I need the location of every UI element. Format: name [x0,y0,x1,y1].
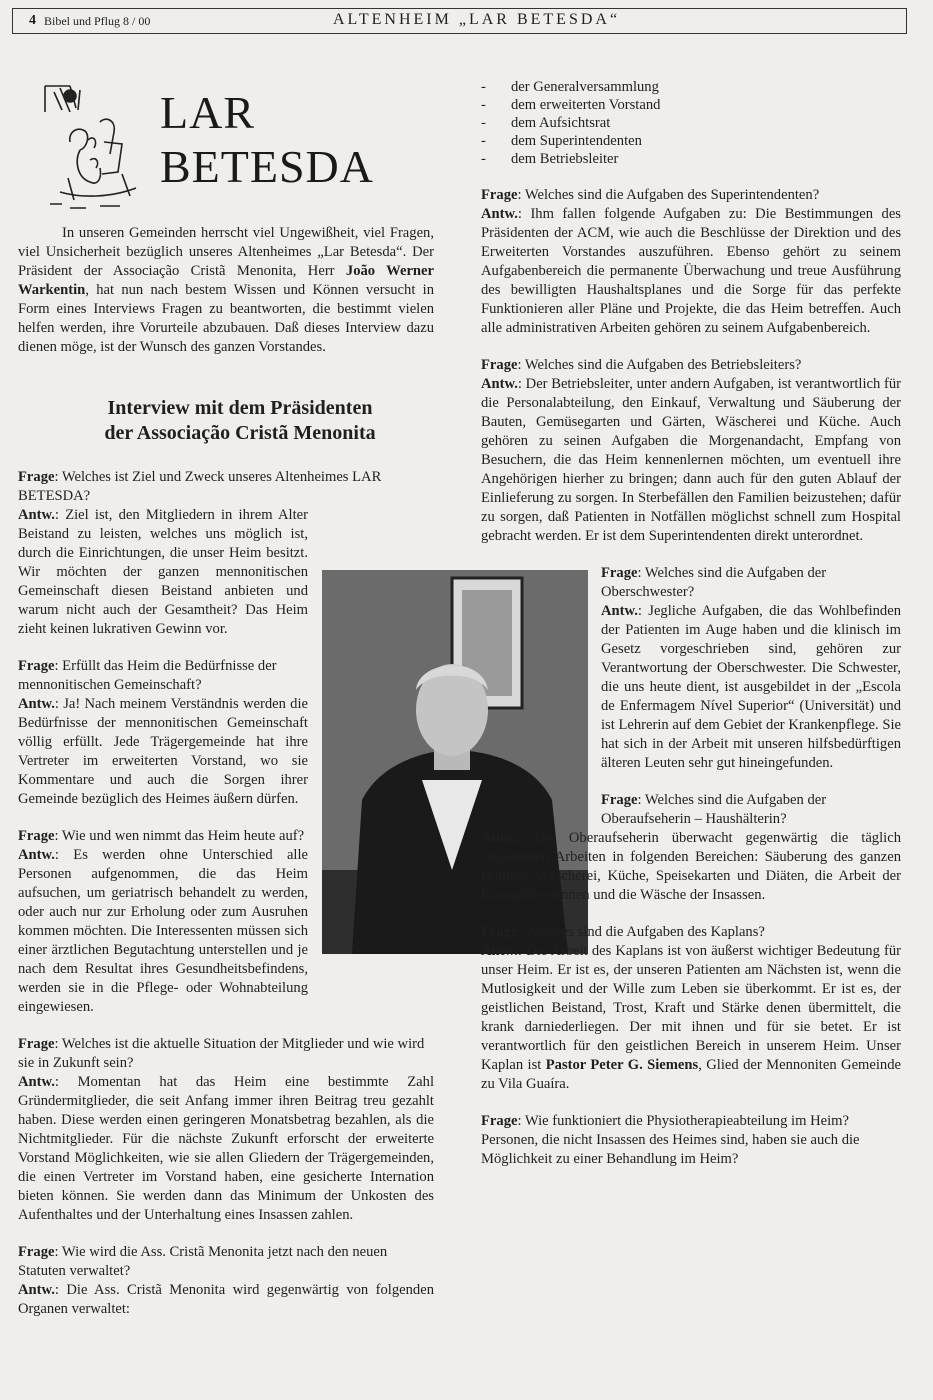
qa-block: Frage: Welches sind die Aufgaben des Kaplans? Antw.: Die Arbeit des Kaplans ist von äußerst wichtiger Bedeutung für unser Heim. Er ist es, der unseren Patienten am Nächsten ist, wenn die Mutlosigkeit und der Wille zum Leben sie überkommt. Er ist es, der geistlichen Beistand, Trost, Kraft und Stärke denen übermittelt, die krank darniederliegen. Der mit ihnen und für sie betet. Er ist verantwortlich für den geistlichen Bereich in unserem Heim. Unser Kaplan ist Pastor Peter G. Siemens, Glied der Mennoniten Gemeinde zu Vila Guaíra. [481,924,902,1092]
list-item: - dem erweiterten Vorstand [481,96,901,114]
qa-block: Frage: Wie und wen nimmt das Heim heute auf? Antw.: Es werden ohne Unterschied alle Personen aufgenommen, die das Heim aufsuchen, um geriatrisch behandelt zu werden, oder auch nur zur Erholung oder zum Ausruhen kommen möchten. Die Interessenten müssen sich einer ärztlichen Begutachtung unterstellen und je nach dem Resultat ihres Gesundheitsbefindens, werden sie in die Pflege- oder Wohnabteilung eingewiesen. [18,828,309,1015]
intro-paragraph: In unseren Gemeinden herrscht viel Ungewißheit, viel Fragen, viel Unsicherheit bezüglich unseres Altenheimes „Lar Betesda“. Der Präsident der Associação Cristã Menonita, Herr João Werner Warkentin, hat nun nach bestem Wissen und Können versucht in Form eines Interviews Fragen zu beantworten, die bestimmt vielen helfen werden, ihre Vorurteile abzubauen. Daß dieses Interview dazu dienen möge, ist der Wunsch des ganzen Vorstandes. [18,225,434,355]
qa-block: Frage: Welches ist die aktuelle Situation der Mitglieder und wie wird sie in Zukunft sein? Antw.: Momentan hat das Heim eine bestimmte Zahl Gründermitglieder, die seit Anfang immer ihren Beitrag treu gezahlt haben. Diese werden einen geringeren Monatsbetrag bezahlen, als die Nichtmitglieder. Für die nächste Zukunft erforscht der erweiterte Vorstand Möglichkeiten, wie sie allen Gliedern der Trägergemeinden, die einen Vertreter im Vorstand haben, eine gesicherte Internation bieten können. Sie werden dann das Minimum der Unkosten des Aufenthaltes und der Unterhaltung eines Insassen zahlen. [18,1036,435,1223]
title-line-1: LAR [160,87,255,138]
list-item: - der Generalversammlung [481,78,901,96]
lar-betesda-logo-icon [40,82,150,217]
list-item: - dem Betriebsleiter [481,150,901,168]
qa-block: Frage: Wie wird die Ass. Cristã Menonita jetzt nach den neuen Statuten verwaltet? Antw.: Die Ass. Cristã Menonita wird gegenwärtig von folgenden Organen verwaltet: [18,1244,434,1317]
organs-list [481,78,901,168]
list-item: - dem Aufsichtsrat [481,114,901,132]
right-column [481,78,901,1187]
list-item: - dem Superintendenten [481,132,901,150]
page-number: 4 [29,13,36,28]
president-name: João Werner Warkentin [18,263,434,298]
qa-block: Frage: Welches sind die Aufgaben des Superintendenten? Antw.: Ihm fallen folgende Aufgaben zu: Die Bestimmungen des Präsidenten der ACM, wie auch die Beschlüsse der Direktion und des Erweiterten Vorstandes auszuführen. Ebenso gehört zu seinem Aufgabenbereich die permanente Überwachung und treue Ausführung des bewilligten Haushaltsplanes und die Sorge für das perfekte Funktionieren aller Pläne und Projekte, die das Heim betreffen. Auch alle administrativen Arbeiten gehören zu seinem Aufgabenbereich. [481,187,901,336]
qa-block: Frage: Welches ist Ziel und Zweck unseres Altenheimes LAR BETESDA? Antw.: Ziel ist, den Mitgliedern in ihrem Alter Beistand zu leisten, welches uns möglich ist, durch die Einrichtungen, die unser Heim besitzt. Wir möchten der ganzen mennonitischen Gemeinschaft diesen Beistand anbieten und warum nicht auch der Gesamtheit? Das Heim zieht keinen lukrativen Gewinn vor. [18,469,382,637]
section-title: ALTENHEIM „LAR BETESDA“ [333,11,621,28]
interview-subheading: Interview mit dem Präsidenten der Associação Cristã Menonita [104,397,376,444]
page-header [12,8,907,34]
chaplain-name: Pastor Peter G. Siemens [545,1057,699,1073]
qa-block: Frage: Welches sind die Aufgaben der Oberaufseherin – Haushälterin? Antw.: Die Oberaufseherin überwacht gegenwärtig die täglich anfallenden Arbeiten in folgenden Bereichen: Säuberung des ganzen Heimes, Wäscherei, Küche, Speisekarten und Diäten, die Arbeit der Raumpflegerinnen und die Wäsche der Insassen. [481,792,901,903]
qa-block: Frage: Wie funktioniert die Physiotherapieabteilung im Heim? Personen, die nicht Insassen des Heimes sind, haben sie auch die Möglichkeit zu einer Behandlung im Heim? [481,1113,860,1167]
journal-issue: Bibel und Pflug 8 / 00 [44,13,151,28]
title-line-2: BETESDA [160,141,374,192]
qa-block: Frage: Welches sind die Aufgaben der Oberschwester? Antw.: Jegliche Aufgaben, die das Wohlbefinden der Patienten im Auge haben und die klinisch im Gesetz vorgeschrieben sind, gehören zur Verantwortung der Oberschwester. Die Schwester, die uns heute dient, ist ausgebildet in der „Escola de Enfermagem Nível Superior“ (Universität) und ist Lehrerin auf dem Gebiet der Krankenpflege. Sie hat sich in der Arbeit mit unseren hilfsbedürftigen älteren Leuten sehr gut hineingefunden. [601,565,901,771]
qa-block: Frage: Erfüllt das Heim die Bedürfnisse der mennonitischen Gemeinschaft? Antw.: Ja! Nach meinem Verständnis werden die Bedürfnisse der mennonitischen Gemeinschaft völlig erfüllt. Jede Trägergemeinde hat ihre Vertreter im erweiterten Vorstand, wo sie Kommentare und auch die Sorgen ihrer Gemeinde bezüglich des Heimes äußern dürfen. [18,658,308,807]
qa-block: Frage: Welches sind die Aufgaben des Betriebsleiters? Antw.: Der Betriebsleiter, unter andern Aufgaben, ist verantwortlich für die Personalabteilung, den Einkauf, Verwaltung und Säuberung der Bauten, Gemüsegarten und Gärten, Wäscherei und Küche. Auch gehören zu seinen Aufgaben die Morgenandacht, Empfang von Besuchern, die das Heim kennenlernen möchten, um eventuell ihre Angehörigen hierher zu bringen; dann auch für den guten Ablauf der Einlieferung zu sorgen. In Sterbefällen den Familien beizustehen; dafür zu sorgen, daß Patienten in Notfällen möglichst schnell zum Hospital gebracht werden. Er ist dem Superintendenten direkt unterordnet. [481,357,901,544]
